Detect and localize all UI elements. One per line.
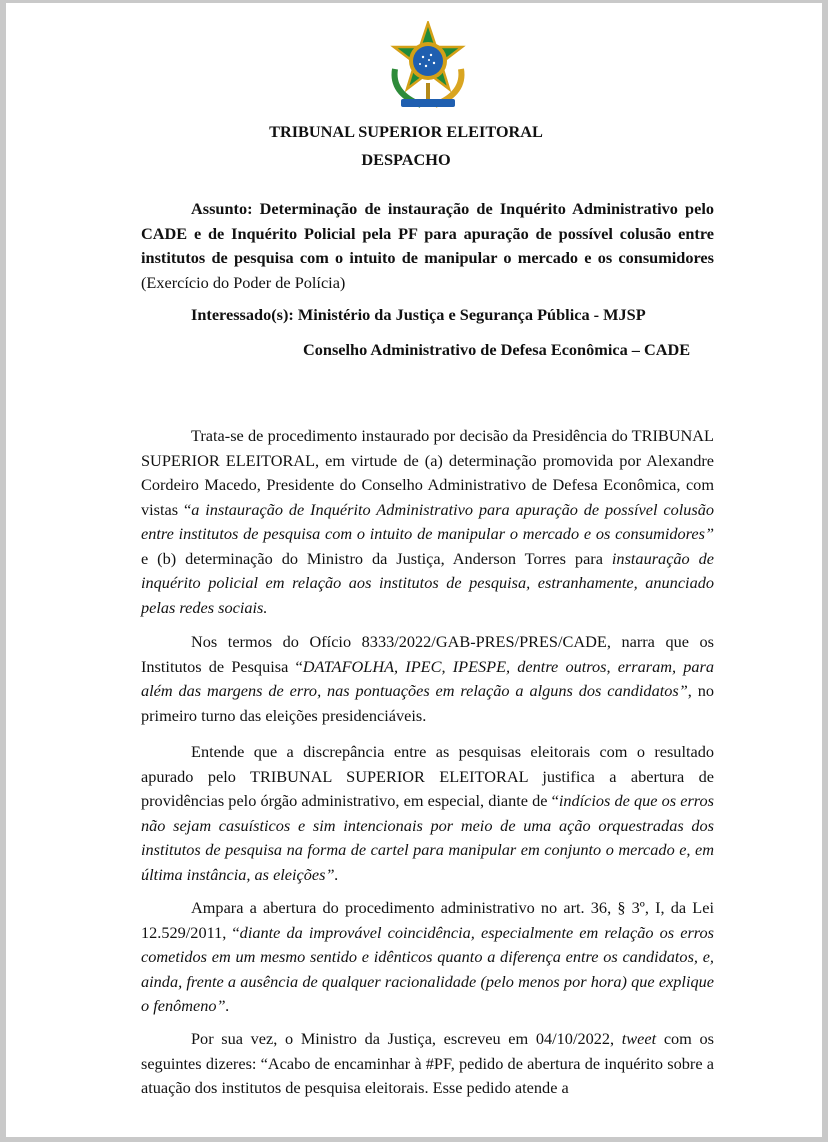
interessados-line-2 [303,340,690,360]
document-page [6,3,822,1137]
brazil-coat-of-arms-icon [385,21,471,113]
body-paragraph-3 [141,740,714,887]
p2-text-c: , no primeiro turno das eleições presidenciáveis. [141,681,714,725]
assunto-label: Assunto: [191,199,253,218]
body-paragraph-4 [141,896,714,1019]
p5-text-c: com os seguintes dizeres: “Acabo de encaminhar à #PF, pedido de abertura de inquérito sobre a atuação dos institutos de pesquisa eleitorais. Esse pedido atende a [141,1029,714,1097]
assunto-text: Determinação de instauração de Inquérito Administrativo pelo CADE e de Inquérito Policial pela PF para apuração de possível colusão entre institutos de pesquisa com o intuito de manipular o mercado e os consumidores [141,199,714,267]
p3-text-a: Entende que a discrepância entre as pesquisas eleitorais com o resultado apurado pelo TRIBUNAL SUPERIOR ELEITORAL justifica a abertura de providências pelo órgão administrativo, em especial, diante de “ [141,742,714,810]
assunto-note: (Exercício do Poder de Polícia) [141,272,346,292]
p3-quote: indícios de que os erros não sejam casuísticos e sim intencionais por meio de uma ação orquestradas dos institutos de pesquisa na forma de cartel para manipular em conjunto o mercado e, em última instância, as eleições”. [141,791,714,884]
p1-italic-d: instauração de inquérito policial em relação aos institutos de pesquisa, estranhamente, anunciado pelas redes sociais. [141,548,715,617]
p1-quote: a instauração de Inquérito Administrativo para apuração de possível colusão entre institutos de pesquisa com o intuito de manipular o mercado e os consumidores” [141,499,714,543]
p4-quote: diante da improvável coincidência, especialmente em relação os erros cometidos em um mesmo sentido e idênticos quanto a diferença entre os candidatos, e, ainda, frente a ausência de qualquer racionalidade (pelo menos por hora) que explique o fenômeno”. [141,922,714,1015]
p2-quote: DATAFOLHA, IPEC, IPESPE, dentre outros, erraram, para além das margens de erro, nas pontuações em relação a alguns dos candidatos” [141,656,714,700]
p1-text-a: Trata-se de procedimento instaurado por decisão da Presidência do TRIBUNAL SUPERIOR ELEITORAL, em virtude de (a) determinação promovida por Alexandre Cordeiro Macedo, Presidente do Conselho Administrativo de Defesa Econômica, com vistas “ [141,426,714,519]
court-name-title: TRIBUNAL SUPERIOR ELEITORAL [269,122,543,141]
body-paragraph-2 [141,630,714,728]
interessado-mjsp: Ministério da Justiça e Segurança Pública - MJSP [297,305,646,324]
interessados-label: Interessado(s): [191,305,294,324]
document-type-title: DESPACHO [361,150,451,169]
interessados-line-1 [191,305,646,325]
body-paragraph-5 [141,1027,714,1101]
assunto-paragraph [141,197,714,295]
p1-text-c: e (b) determinação do Ministro da Justiça, Anderson Torres para [141,548,612,568]
p4-text-a: Ampara a abertura do procedimento administrativo no art. 36, § 3º, I, da Lei 12.529/2011, “ [141,898,714,942]
p5-tweet-word: tweet [621,1029,657,1048]
p2-text-a: Nos termos do Ofício 8333/2022/GAB-PRES/PRES/CADE, narra que os Institutos de Pesquisa “ [141,632,714,676]
interessado-cade: Conselho Administrativo de Defesa Econômica – CADE [303,340,691,359]
p5-text-a: Por sua vez, o Ministro da Justiça, escreveu em 04/10/2022, [191,1029,622,1048]
body-paragraph-1 [141,424,714,620]
